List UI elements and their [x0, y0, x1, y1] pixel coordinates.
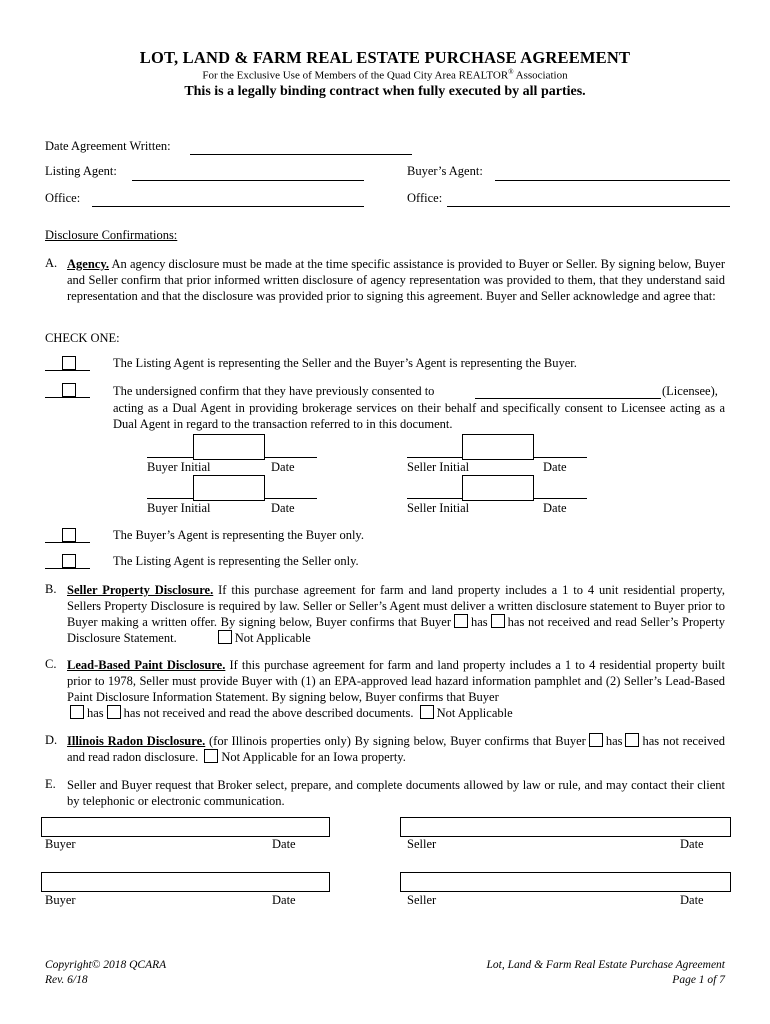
section-b-has-checkbox[interactable]: [454, 614, 468, 628]
binding-notice: This is a legally binding contract when fully executed by all parties.: [184, 84, 586, 99]
subtitle-text: For the Exclusive Use of Members of the Quad City Area REALTOR: [202, 69, 509, 82]
seller-signature-label-1: Seller: [407, 837, 437, 851]
section-a-text: [67, 256, 725, 304]
section-d-text: [67, 733, 725, 765]
section-d-has-not-checkbox[interactable]: [625, 733, 639, 747]
seller-initial-box-2[interactable]: [462, 475, 534, 501]
option3-checkbox[interactable]: [62, 528, 76, 542]
date-written-field[interactable]: [190, 154, 412, 155]
section-a-title: Agency.: [67, 257, 110, 271]
listing-office-label: Office:: [45, 191, 81, 205]
section-c-has-checkbox[interactable]: [70, 705, 84, 719]
listing-office-field[interactable]: [92, 206, 364, 207]
listing-agent-label: Listing Agent:: [45, 164, 117, 178]
seller-initial-label-2: Seller Initial: [407, 501, 470, 515]
section-d-title: Illinois Radon Disclosure.: [67, 734, 206, 748]
section-c-has-label: has: [87, 706, 104, 720]
option4-checkbox[interactable]: [62, 554, 76, 568]
seller-signature-date-1: Date: [680, 837, 704, 851]
section-e-letter: E.: [45, 777, 56, 791]
buyer-signature-label-2: Buyer: [45, 893, 76, 907]
section-d-na-checkbox[interactable]: [204, 749, 218, 763]
registered-mark: ®: [508, 68, 514, 76]
buyer-initial-label-1: Buyer Initial: [147, 460, 211, 474]
seller-initial-label-1: Seller Initial: [407, 460, 470, 474]
section-b-na-label: Not Applicable: [234, 631, 311, 645]
buyer-signature-date-1: Date: [272, 837, 296, 851]
section-a-body: An agency disclosure must be made at the time specific assistance is provided to Buyer or Seller. By signing below, Buyer and Seller confirm that prior informed written disclosure of agency representation was provided to them, that they understand said representation and that the disclosure was provided prior to signing this agreement. Buyer and Seller acknowledge and agree that:: [67, 257, 725, 303]
section-b-has-not-label: has: [507, 615, 525, 629]
section-b-body: If this purchase agreement for farm and land property includes a 1 to 4 unit residential property, Sellers Property Disclosure is required by law. Seller or Seller’s Agent must deliver a written disclosure statement to Buyer prior to Buyer making a written offer. By signing below, Buyer confirms that Buyer: [67, 583, 725, 629]
option3-text: The Buyer’s Agent is representing the Buyer only.: [113, 528, 364, 542]
section-c-text: [67, 657, 725, 721]
section-a-letter: A.: [45, 256, 58, 270]
buyer-signature-date-2: Date: [272, 893, 296, 907]
buyer-initial-box-2[interactable]: [193, 475, 265, 501]
footer-left: [45, 958, 166, 988]
section-d-has-checkbox[interactable]: [589, 733, 603, 747]
footer-right: [487, 958, 726, 988]
section-e-text: Seller and Buyer request that Broker select, prepare, and complete documents allowed by law or rule, and may contact their client by telephonic or electronic communication.: [67, 778, 725, 808]
listing-agent-field[interactable]: [132, 180, 364, 181]
section-d-body2: not received and read radon disclosure.: [67, 734, 726, 764]
section-c-na-label: Not Applicable: [436, 706, 513, 720]
buyer-initial-date-1: Date: [271, 460, 295, 474]
section-b-has-label: has: [470, 615, 488, 629]
section-c-body2: has not received and read the above described documents.: [123, 706, 414, 720]
seller-signature-label-2: Seller: [407, 893, 437, 907]
option2-text-b: acting as a Dual Agent in providing brokerage services on their behalf and specifically consent to Licensee acting as a Dual Agent in regard to the transaction referred to in this document.: [113, 401, 725, 431]
section-b-text: [67, 582, 725, 646]
buyers-agent-label: Buyer’s Agent:: [407, 164, 483, 178]
buyer-signature-field-1[interactable]: [41, 817, 330, 837]
section-c-has-not-checkbox[interactable]: [107, 705, 121, 719]
section-b-na-checkbox[interactable]: [218, 630, 232, 644]
section-c-title: Lead-Based Paint Disclosure.: [67, 658, 226, 672]
section-d-na-label: Not Applicable for an Iowa property.: [221, 750, 406, 764]
seller-initial-box-1[interactable]: [462, 434, 534, 460]
footer-revision: Rev. 6/18: [45, 974, 88, 986]
section-b-has-not-checkbox[interactable]: [491, 614, 505, 628]
option2-checkbox[interactable]: [62, 383, 76, 397]
footer-doc-title: Lot, Land & Farm Real Estate Purchase Agreement: [486, 959, 725, 971]
section-b-body2: not received and read Seller’s Property Disclosure Statement.: [67, 615, 725, 645]
buyer-initial-box-1[interactable]: [193, 434, 265, 460]
option4-line: [45, 568, 90, 569]
buyers-agent-field[interactable]: [495, 180, 730, 181]
section-c-letter: C.: [45, 657, 57, 671]
footer-page-number: Page 1 of 7: [672, 974, 725, 986]
buyer-signature-field-2[interactable]: [41, 872, 330, 892]
document-title: LOT, LAND & FARM REAL ESTATE PURCHASE AGREEMENT: [139, 48, 631, 67]
buyer-office-field[interactable]: [447, 206, 730, 207]
buyer-initial-label-2: Buyer Initial: [147, 501, 211, 515]
date-written-label: Date Agreement Written:: [45, 139, 171, 153]
section-d-has-label: has: [605, 734, 623, 748]
option2-line: [45, 397, 90, 398]
check-one-label: CHECK ONE:: [45, 331, 120, 345]
licensee-field[interactable]: [475, 398, 661, 399]
section-d-body: (for Illinois properties only) By signing below, Buyer confirms that Buyer: [205, 734, 586, 748]
seller-initial-date-2: Date: [543, 501, 567, 515]
option3-line: [45, 542, 90, 543]
option1-text: The Listing Agent is representing the Seller and the Buyer’s Agent is representing the Buyer.: [113, 356, 577, 370]
seller-signature-date-2: Date: [680, 893, 704, 907]
section-d-letter: D.: [45, 733, 58, 747]
section-b-title: Seller Property Disclosure.: [67, 583, 214, 597]
buyer-office-label: Office:: [407, 191, 443, 205]
buyer-signature-label-1: Buyer: [45, 837, 76, 851]
option1-checkbox[interactable]: [62, 356, 76, 370]
section-d-has-not-label: has: [642, 734, 660, 748]
seller-initial-date-1: Date: [543, 460, 567, 474]
section-c-na-checkbox[interactable]: [420, 705, 434, 719]
option4-text: The Listing Agent is representing the Seller only.: [113, 554, 359, 568]
section-c-body: If this purchase agreement for farm and land property includes a 1 to 4 residential property built prior to 1978, Seller must provide Buyer with (1) an EPA-approved lead hazard information pamphlet and (2) Seller’s Lead-Based Paint Disclosure Information Statement. By signing below, Buyer confirms that Buyer: [67, 658, 726, 704]
licensee-label: (Licensee),: [662, 384, 718, 398]
document-subtitle: [0, 68, 770, 82]
subtitle-end: Association: [513, 69, 568, 82]
footer-copyright: Copyright© 2018 QCARA: [45, 959, 167, 971]
seller-signature-field-1[interactable]: [400, 817, 731, 837]
buyer-initial-date-2: Date: [271, 501, 295, 515]
disclosure-heading: Disclosure Confirmations:: [45, 228, 178, 242]
seller-signature-field-2[interactable]: [400, 872, 731, 892]
option1-line: [45, 370, 90, 371]
section-b-letter: B.: [45, 582, 57, 596]
option2-text-a: The undersigned confirm that they have previously consented to: [113, 384, 435, 398]
